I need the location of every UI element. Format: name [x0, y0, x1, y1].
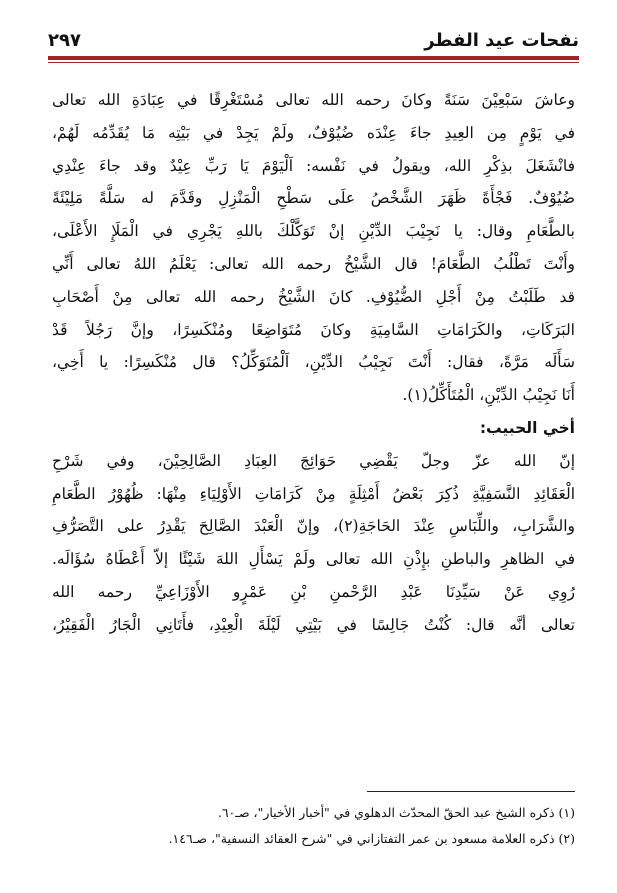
running-title: نفحات عيد الفطر	[424, 30, 579, 51]
body-line: إنّ الله عزّ وجلّ يَقْضِي حَوَائِجَ العِبَادِ الصَّالِحِيْنَ، وفي شَرْحِ	[52, 451, 575, 470]
body-line: سَأَلَه مَرَّةً، فقال: أَنْتَ نَجِيْبُ الدِّيْنِ، اَلْمُتَوَكِّلُ؟ قال مُنْكَسِرًا: يا أَخِي،	[52, 353, 575, 372]
body-line: تعالى أنَّه قال: كُنْتُ جَالِسًا في بَيْتِي لَيْلَةَ الْعِيْدِ، فأَتَانِي الْجَارُ الْفَقِيْرُ،	[52, 615, 575, 634]
header-rule-thin	[48, 62, 579, 63]
body-line: والشَّرَابِ، واللِّبَاسِ عِنْدَ الحَاجَةِ(٢)، وإنّ الْعَبْدَ الصَّالِحَ يَقْدِرُ على التَّصَرُّفِ	[52, 517, 575, 536]
body-line: الْعَقَائِدِ النَّسَفِيَّةِ ذُكِرَ بَعْضُ أَمْثِلَةٍ مِنْ كَرَامَاتِ الأَوْلِيَاءِ مِنْهَا: ظُهُوْرُ الطَّعَامِ	[52, 484, 575, 503]
body-line: وعاشَ سَبْعِيْنَ سَنَةً وكانَ رحمه الله تعالى مُسْتَغْرِقًا في عِبَادَةِ الله تعالى	[52, 91, 575, 109]
page-number: ٢٩٧	[48, 30, 81, 51]
section-heading: أخي الحبيب:	[479, 418, 575, 437]
body-line: في يَوْمٍ مِن العِيدِ جاءَ عِنْدَه ضُيُوْفٌ، ولَمْ يَجِدْ في بَيْتِه مَا يُقَدِّمُه لَهُمْ،	[52, 123, 575, 142]
body-line: قد طَلَبْتُ مِنْ أَجْلِ الضُّيُوْفِ. كانَ الشَّيْخُ رحمه الله تعالى مِنْ أَصْحَابِ	[52, 287, 575, 306]
body-line: في الظاهرِ والباطنِ بإِذْنِ الله تعالى ولَمْ يَسْأَلِ اللهَ شَيْئًا إلاّ أَعْطَاهُ سُؤَالَه.	[52, 550, 575, 569]
body-line: رُوِي عَنْ سَيِّدِنَا عَبْدِ الرَّحْمنِ بْنِ عَمْرٍو الأَوْزَاعِيِّ رحمه الله	[52, 582, 575, 601]
footnote-separator	[367, 791, 575, 792]
body-line: البَرَكَاتِ، والكَرَامَاتِ السَّامِيَةِ وكانَ مُتَوَاضِعًا ومُنْكَسِرًا، وإنَّ رَجُلاً قَدْ	[52, 320, 575, 339]
footnotes	[52, 800, 575, 852]
footnote-2: (٢) ذكره العلامة مسعود بن عمر التفتازاني في "شرح العقائد النسفية"، صـ١٤٦.	[168, 831, 575, 846]
body-line: أَنَا نَجِيْبُ الدِّيْنِ، الْمُتَأَكِّلُ(١).	[402, 386, 575, 405]
body-text	[52, 84, 575, 642]
body-line: وأَنْتَ تَطْلُبُ الطَّعَامَ! قال الشَّيْخُ رحمه الله تعالى: يَعْلَمُ اللهُ تعالى أَنِّي	[52, 254, 575, 273]
body-line: بالطَّعَامِ وقال: يا نَجِيْبَ الدِّيْنِ إنْ تَوَكَّلْكَ باللهِ يَجْرِي في الْمَلَإِ الأَعْلَى،	[52, 222, 575, 241]
body-line: ضُيُوْفٌ. فَجْأَةً ظَهَرَ الشَّخْصُ علَى سَطْحِ الْمَنْزِلِ وقَدَّمَ له سَلَّةً مَلِيْئَةً	[52, 189, 575, 208]
body-line: فانْشَغَلَ بذِكْرِ الله، ويقولُ في نَفْسه: اَلْيَوْمَ يَا رَبِّ عِيْدٌ وقد جاءَ عِنْدِي	[52, 156, 575, 175]
page-header	[48, 20, 579, 54]
header-rule-thick	[48, 56, 579, 60]
footnote-1: (١) ذكره الشيخ عبد الحقّ المحدّث الدهلوي في "أخبار الأخيار"، صـ٦٠.	[217, 805, 575, 820]
